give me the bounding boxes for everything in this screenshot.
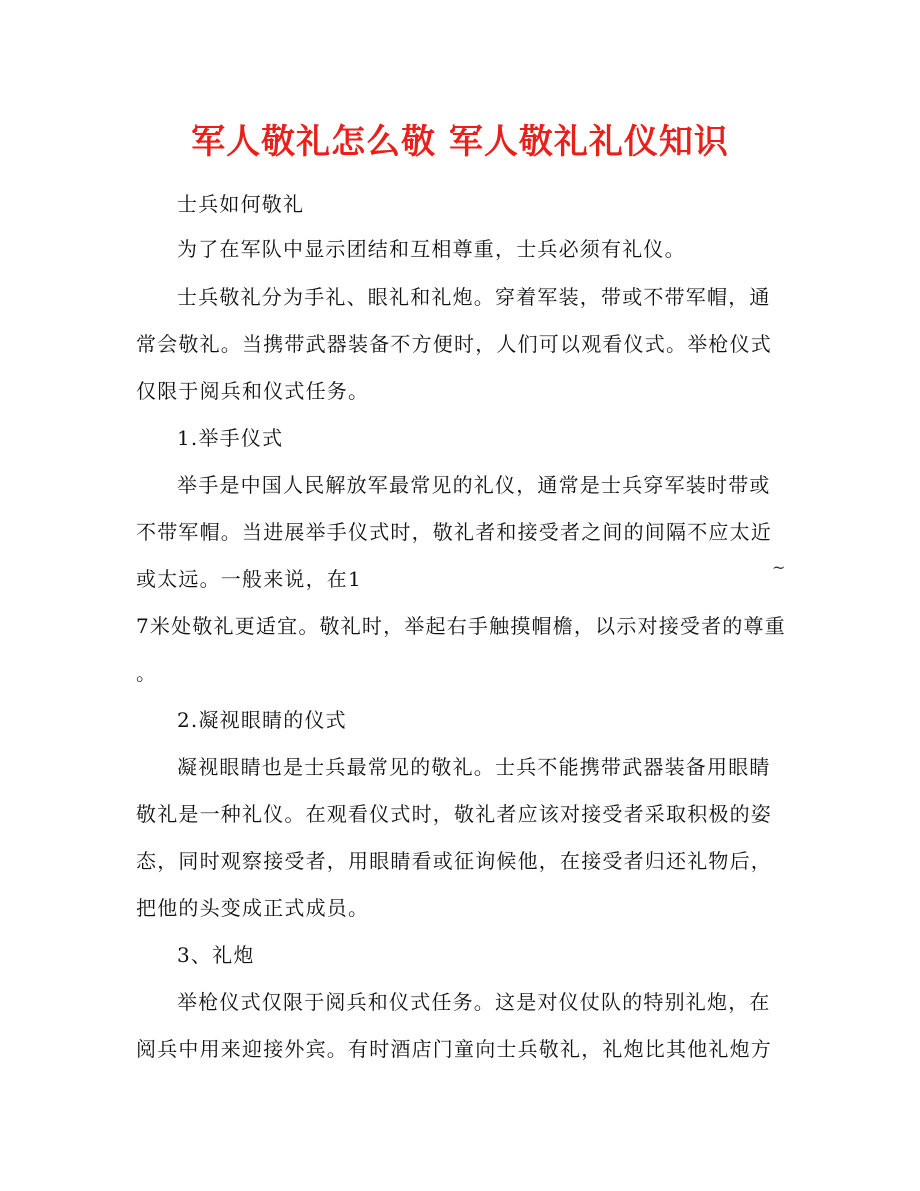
paragraph-line: 凝视眼睛也是士兵最常见的敬礼。士兵不能携带武器装备用眼睛: [177, 755, 771, 779]
paragraph-line: 举手是中国人民解放军最常见的礼仪，通常是士兵穿军装时带或: [177, 473, 771, 497]
section-heading: 士兵如何敬礼: [177, 192, 305, 216]
paragraph-line: 或太远。一般来说，在1: [136, 567, 362, 591]
paragraph-line: 不带军帽。当进展举手仪式时，敬礼者和接受者之间的间隔不应太近: [136, 520, 772, 544]
paragraph-line: 士兵敬礼分为手礼、眼礼和礼炮。穿着军装，带或不带军帽，通: [177, 285, 771, 309]
paragraph-line: 态，同时观察接受者，用眼睛看或征询候他，在接受者归还礼物后，: [136, 849, 772, 873]
paragraph-line: 把他的头变成正式成员。: [136, 896, 370, 920]
paragraph-line: 7米处敬礼更适宜。敬礼时，举起右手触摸帽檐，以示对接受者的尊重: [136, 614, 786, 638]
paragraph-line: 为了在军队中显示团结和互相尊重，士兵必须有礼仪。: [177, 237, 686, 261]
paragraph-line: 举枪仪式仅限于阅兵和仪式任务。这是对仪仗队的特别礼炮，在: [177, 990, 771, 1014]
section-heading: 3、礼炮: [177, 943, 255, 967]
paragraph-line: 阅兵中用来迎接外宾。有时酒店门童向士兵敬礼，礼炮比其他礼炮方: [136, 1037, 772, 1061]
tilde-mark: ~: [772, 558, 786, 577]
page-title: 军人敬礼怎么敬 军人敬礼礼仪知识: [191, 122, 729, 162]
paragraph-line: 敬礼是一种礼仪。在观看仪式时，敬礼者应该对接受者采取积极的姿: [136, 802, 772, 826]
paragraph-line: 仅限于阅兵和仪式任务。: [136, 379, 370, 403]
paragraph-line: 。: [136, 661, 158, 685]
section-heading: 1.举手仪式: [177, 426, 284, 450]
paragraph-line: 常会敬礼。当携带武器装备不方便时，人们可以观看仪式。举枪仪式: [136, 332, 772, 356]
section-heading: 2.凝视眼睛的仪式: [177, 708, 347, 732]
